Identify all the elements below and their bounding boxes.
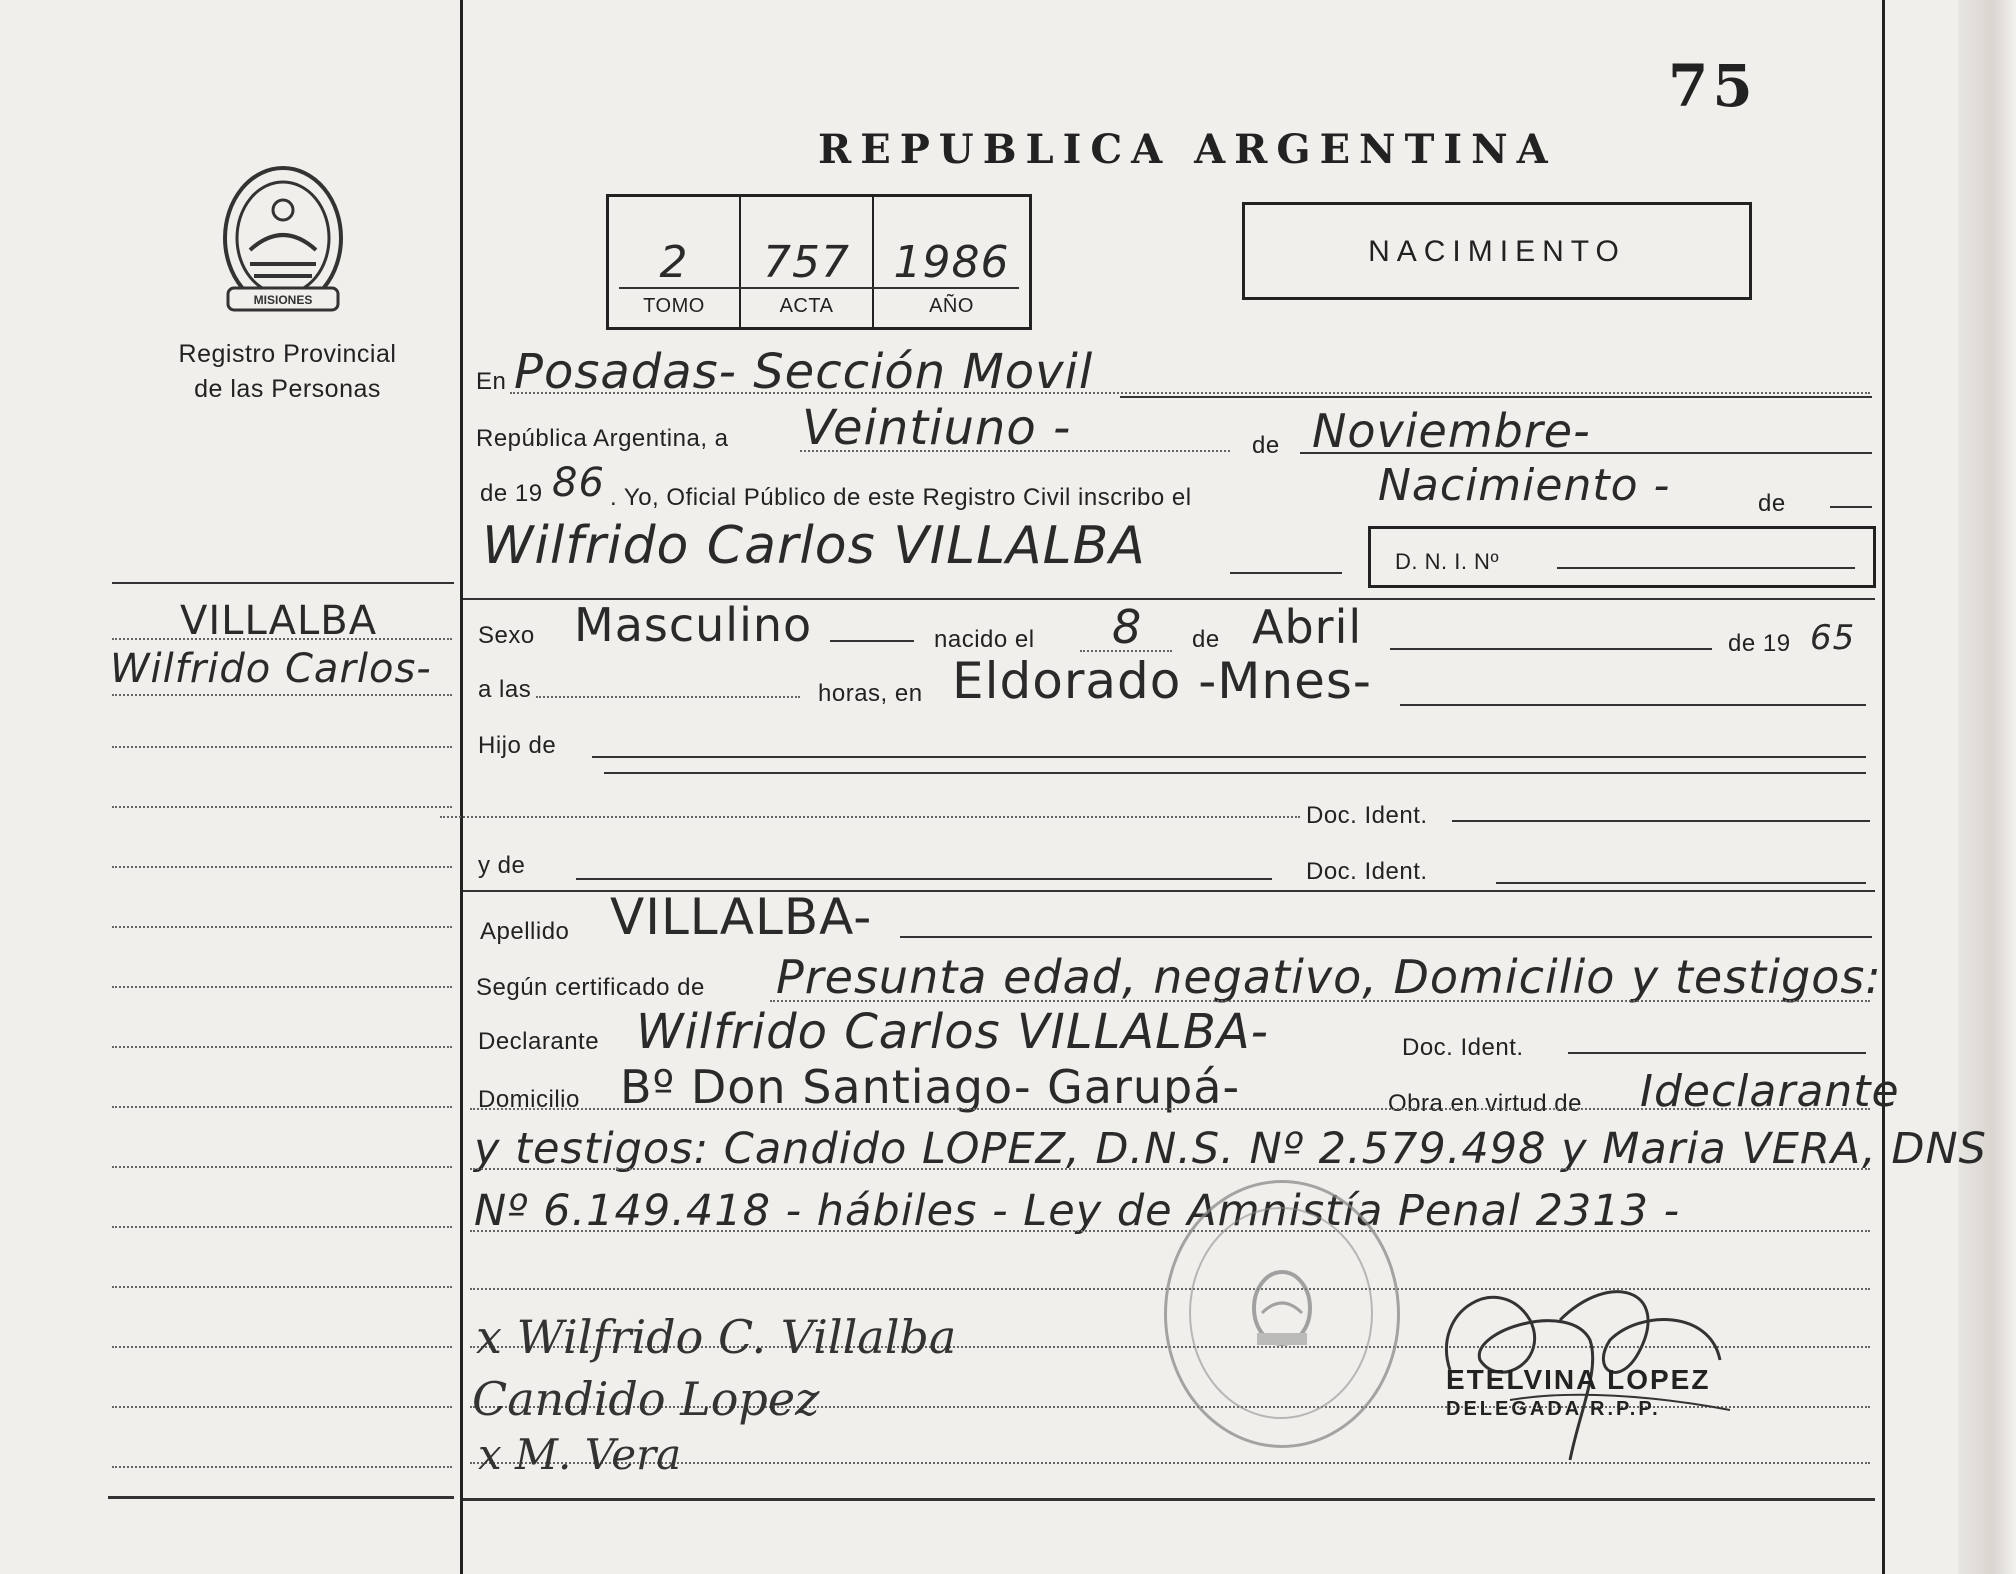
margin-line xyxy=(112,926,452,928)
nombre-value: Wilfrido Carlos VILLALBA xyxy=(482,516,1146,576)
sexo-value: Masculino xyxy=(574,598,813,652)
segun-value: Presunta edad, negativo, Domicilio y testigos: xyxy=(776,950,1882,1004)
declarante-label: Declarante xyxy=(478,1028,600,1055)
margin-line xyxy=(112,806,452,808)
fecha-dia-line xyxy=(800,450,1230,452)
en-underline xyxy=(1120,396,1872,398)
acta-label: ACTA xyxy=(779,295,834,317)
nombre-line xyxy=(1230,572,1342,574)
fecha-dia: Veintiuno - xyxy=(802,400,1072,456)
margin-surname: VILLALBA xyxy=(180,598,378,644)
hijo-doc-label: Doc. Ident. xyxy=(1306,802,1428,829)
fecha-label: República Argentina, a xyxy=(476,425,729,452)
hijo-doc-line xyxy=(1452,820,1870,822)
obra-label: Obra en virtud de xyxy=(1388,1090,1582,1117)
declarante-doc-line xyxy=(1568,1052,1866,1054)
margin-line xyxy=(112,1226,452,1228)
record-number-box xyxy=(606,194,1032,330)
continuation-line-1: y testigos: Candido LOPEZ, D.N.S. Nº 2.579.498 y Maria VERA, DNS xyxy=(474,1124,1987,1174)
dni-label: D. N. I. Nº xyxy=(1395,549,1499,574)
domicilio-line xyxy=(470,1108,1870,1110)
oficial-text: . Yo, Oficial Público de este Registro Civil inscribo el xyxy=(610,484,1192,511)
margin-line xyxy=(112,1346,452,1348)
hijo-label: Hijo de xyxy=(478,732,557,759)
margin-rule-top xyxy=(112,582,454,584)
margin-rule-bottom xyxy=(108,1496,454,1499)
y-de-doc-line xyxy=(1496,882,1866,884)
signature-testigo-1: Candido Lopez xyxy=(472,1372,820,1426)
official-stamp xyxy=(1164,1180,1400,1448)
bottom-rule xyxy=(463,1498,1875,1501)
nacido-mes: Abril xyxy=(1252,600,1363,654)
en-line xyxy=(510,392,1870,394)
domicilio-value: Bº Don Santiago- Garupá- xyxy=(620,1060,1241,1114)
y-de-label: y de xyxy=(478,852,526,879)
page-edge xyxy=(1958,0,2016,1574)
en-label: En xyxy=(476,368,507,395)
declarante-doc-label: Doc. Ident. xyxy=(1402,1034,1524,1061)
obra-value: Ideclarante xyxy=(1640,1066,1900,1117)
margin-line xyxy=(112,1166,452,1168)
cont-line xyxy=(470,1168,1870,1170)
dni-line xyxy=(1557,567,1855,569)
anio-line-value: 86 xyxy=(552,460,605,506)
margin-line xyxy=(112,986,452,988)
margin-line xyxy=(112,1286,452,1288)
continuation-line-2: Nº 6.149.418 - hábiles - Ley de Amnistía Penal 2313 - xyxy=(474,1186,1681,1236)
official-name: ETELVINA LOPEZ xyxy=(1446,1364,1711,1395)
margin-line xyxy=(112,1406,452,1408)
signature-declarante: x Wilfrido C. Villalba xyxy=(476,1310,957,1364)
nacido-dia: 8 xyxy=(1112,600,1143,654)
horas-a-label: a las xyxy=(478,676,532,703)
sexo-line xyxy=(830,640,914,642)
hijo-line-2 xyxy=(604,772,1866,774)
registry-name-line2: de las Personas xyxy=(194,375,381,403)
acto-de-label: de xyxy=(1758,490,1786,517)
column-divider xyxy=(460,0,463,1574)
margin-line xyxy=(112,1466,452,1468)
apellido-value: VILLALBA- xyxy=(610,888,873,946)
margin-line xyxy=(112,694,452,696)
margin-line xyxy=(112,1106,452,1108)
cont-line xyxy=(470,1230,1870,1232)
anio-prefix: de 19 xyxy=(480,480,543,507)
fecha-mes: Noviembre- xyxy=(1312,404,1591,458)
registry-name-line1: Registro Provincial xyxy=(178,340,397,368)
stamp-seal-icon xyxy=(1247,1263,1317,1353)
nacido-de-label: de xyxy=(1192,626,1220,653)
hijo-line-1 xyxy=(592,756,1866,758)
horas-label: horas, en xyxy=(818,680,923,707)
domicilio-label: Domicilio xyxy=(478,1086,580,1113)
acto-line xyxy=(1830,506,1872,508)
acto-value: Nacimiento - xyxy=(1378,460,1671,511)
tomo-label: TOMO xyxy=(643,295,705,317)
nacido-anio: 65 xyxy=(1810,618,1856,658)
margin-line xyxy=(112,866,452,868)
nacido-anio-prefix: de 19 xyxy=(1728,630,1791,657)
dni-box xyxy=(1368,526,1876,588)
svg-text:MISIONES: MISIONES xyxy=(253,293,313,307)
anio-value: 1986 xyxy=(893,237,1010,288)
y-de-doc-label: Doc. Ident. xyxy=(1306,858,1428,885)
tomo-value: 2 xyxy=(659,237,689,288)
apellido-label: Apellido xyxy=(480,918,570,945)
lugar-line xyxy=(1400,704,1866,706)
fecha-mes-line xyxy=(1300,452,1872,454)
document-type-box xyxy=(1242,202,1752,300)
margin-line xyxy=(112,1046,452,1048)
margin-given-names: Wilfrido Carlos- xyxy=(110,646,432,692)
anio-label: AÑO xyxy=(929,295,974,317)
lugar-value: Eldorado -Mnes- xyxy=(952,652,1372,710)
segun-label: Según certificado de xyxy=(476,974,705,1001)
right-border xyxy=(1882,0,1885,1574)
misiones-seal-icon xyxy=(210,160,356,320)
hijo-line-3 xyxy=(440,816,1300,818)
margin-line xyxy=(112,638,452,640)
horas-line xyxy=(536,696,800,698)
apellido-line xyxy=(900,936,1872,938)
nacido-mes-line xyxy=(1390,648,1712,650)
margin-line xyxy=(112,746,452,748)
declarante-value: Wilfrido Carlos VILLALBA- xyxy=(636,1004,1269,1060)
fecha-de-label: de xyxy=(1252,432,1280,459)
y-de-line xyxy=(576,878,1272,880)
segun-line xyxy=(770,1000,1870,1002)
official-title: DELEGADA R.P.P. xyxy=(1446,1398,1661,1420)
en-value: Posadas- Sección Movil xyxy=(514,344,1094,400)
nacido-label: nacido el xyxy=(934,626,1035,653)
sexo-label: Sexo xyxy=(478,622,535,649)
page-number: 75 xyxy=(1668,52,1757,120)
document-type: NACIMIENTO xyxy=(1368,235,1626,268)
country-title: REPUBLICA ARGENTINA xyxy=(818,126,1557,173)
signature-testigo-2: x M. Vera xyxy=(478,1430,682,1479)
acta-value: 757 xyxy=(763,237,850,288)
